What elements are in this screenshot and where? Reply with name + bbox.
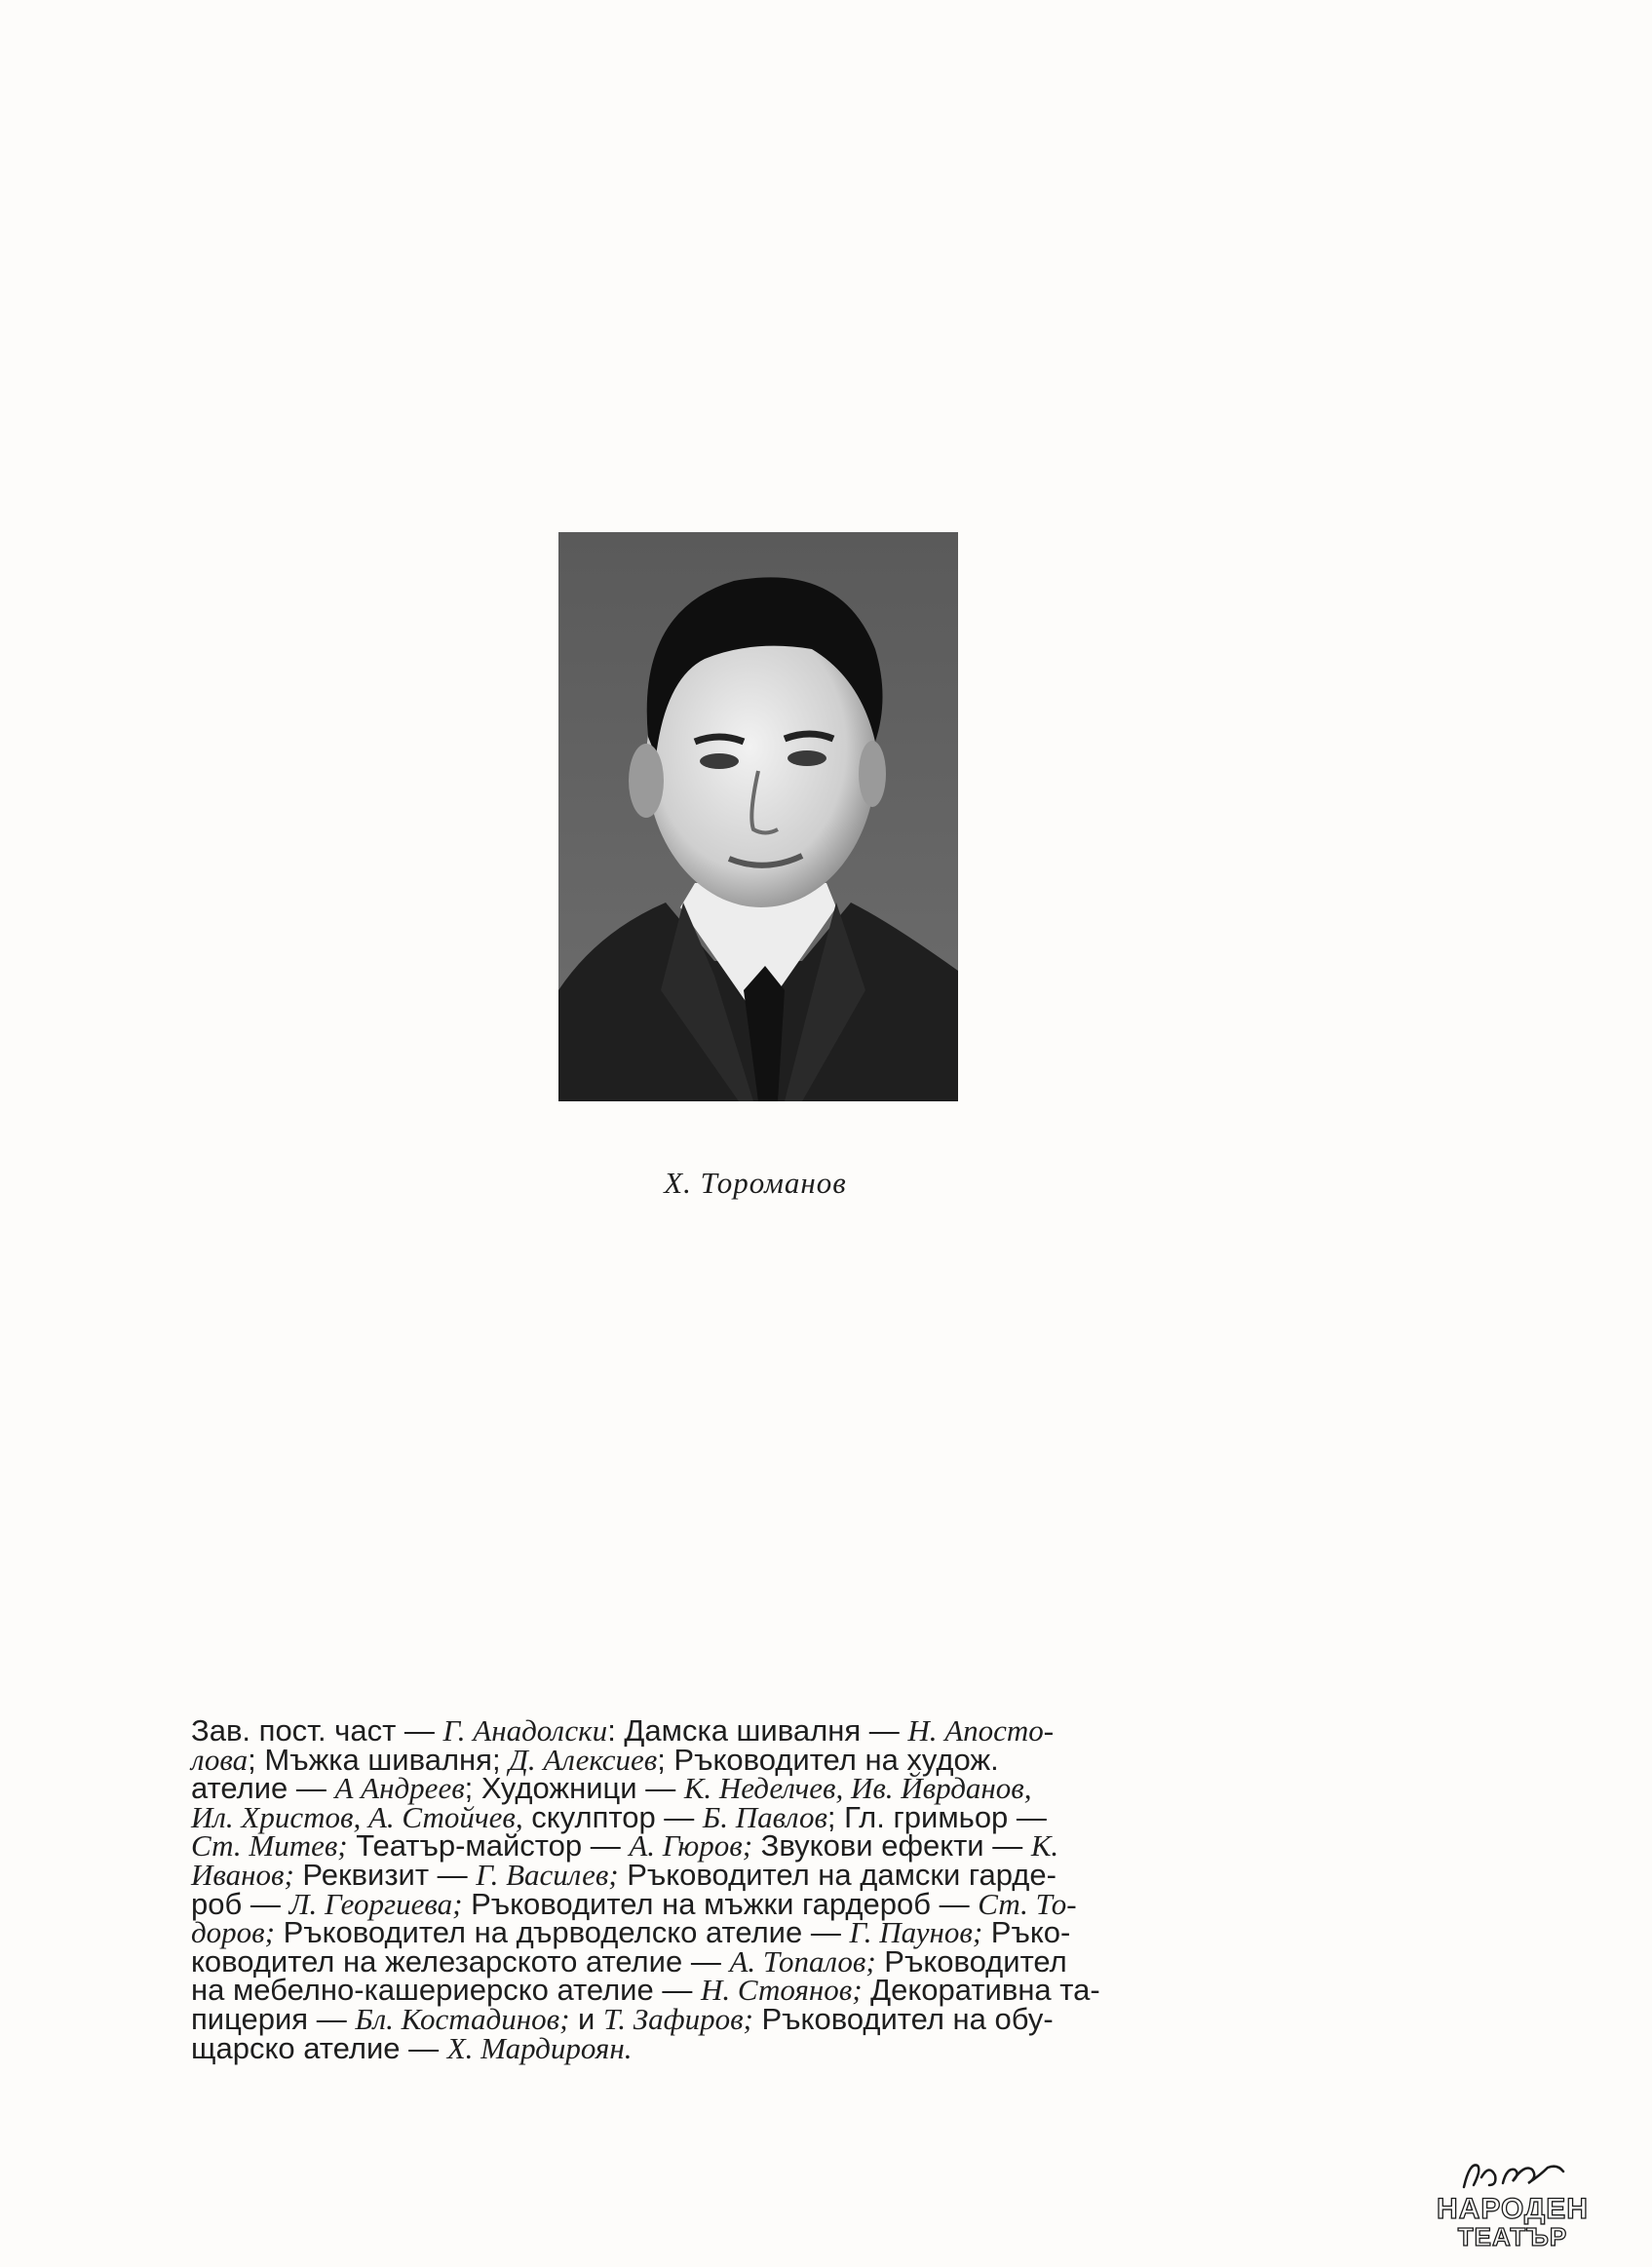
- credit-role: роб —: [191, 1886, 289, 1921]
- credit-line: [191, 1713, 1357, 1748]
- credit-name: А. Гюров;: [629, 1828, 753, 1864]
- staff-credits: [191, 1713, 1357, 2065]
- credit-line: [191, 2001, 1357, 2036]
- credit-role: на мебелно-кашериерско ателие —: [191, 1973, 701, 2008]
- credit-line: [191, 1943, 1357, 1979]
- portrait-illustration: [558, 532, 958, 1101]
- credit-name: лова: [191, 1742, 249, 1777]
- credit-role: Зав. пост. част —: [191, 1713, 443, 1748]
- theatre-logo: [1435, 2156, 1591, 2253]
- credit-name: Ст. То-: [978, 1886, 1077, 1921]
- credit-role: пицерия —: [191, 2001, 356, 2036]
- credit-role: щарско ателие —: [191, 2030, 447, 2065]
- credit-role: Реквизит —: [293, 1857, 477, 1892]
- credit-line: [191, 1799, 1357, 1834]
- credit-name: Иванов;: [191, 1857, 294, 1892]
- credit-role: Ръководител на дамски гарде-: [618, 1857, 1057, 1892]
- credit-line: [191, 1886, 1357, 1921]
- credit-line: [191, 1915, 1357, 1950]
- credit-name: К. Неделчев, Ив. Йврданов,: [683, 1771, 1032, 1806]
- signature-icon: [1456, 2156, 1573, 2195]
- credit-name: Ст. Митев;: [191, 1828, 348, 1864]
- credit-name: Д. Алексиев: [509, 1742, 658, 1777]
- credit-role: Ръко-: [982, 1915, 1071, 1950]
- logo-line-2: ТЕАТЪР: [1457, 2222, 1568, 2251]
- credit-name: Бл. Костадинов;: [355, 2001, 570, 2036]
- credit-role: Звукови ефекти —: [752, 1828, 1031, 1864]
- credit-name: Л. Георгиева;: [288, 1886, 463, 1921]
- credit-name: Г. Анадолски: [442, 1713, 608, 1748]
- credit-role: ; Ръководител на худож.: [657, 1742, 999, 1777]
- credit-name: Х. Мардироян.: [446, 2030, 633, 2065]
- credit-role: ; Мъжка шивалня;: [248, 1742, 510, 1777]
- credit-name: Н. Стоянов;: [700, 1973, 863, 2008]
- credit-role: Ръководител на дърводелско ателие —: [274, 1915, 850, 1950]
- credit-role: ; Художници —: [464, 1771, 684, 1806]
- credit-line: [191, 1742, 1357, 1777]
- credit-line: [191, 1828, 1357, 1864]
- credit-role: Театър-майстор —: [347, 1828, 630, 1864]
- credit-name: Г. Паунов;: [849, 1915, 983, 1950]
- credit-role: ; Гл. гримьор —: [826, 1799, 1047, 1834]
- credit-role: ководител на железарското ателие —: [191, 1943, 730, 1979]
- credit-name: доров;: [191, 1915, 275, 1950]
- credit-name: Н. Апосто-: [907, 1713, 1055, 1748]
- credit-line: [191, 1771, 1357, 1806]
- credit-role: Ръководител на мъжки гардероб —: [462, 1886, 979, 1921]
- credit-role: : Дамска шивалня —: [607, 1713, 908, 1748]
- credit-name: А Андреев: [334, 1771, 465, 1806]
- credit-name: Ил. Христов, А. Стойчев,: [191, 1799, 523, 1834]
- credit-name: Б. Павлов: [702, 1799, 827, 1834]
- credit-line: [191, 1973, 1357, 2008]
- credit-line: [191, 1857, 1357, 1892]
- credit-name: А. Топалов;: [729, 1943, 876, 1979]
- photo-caption: Х. Тороманов: [664, 1166, 847, 1200]
- portrait-photo: [558, 532, 958, 1101]
- credit-role: скулптор —: [522, 1799, 703, 1834]
- credit-role: Ръководител на обу-: [752, 2001, 1054, 2036]
- credit-name: Г. Василев;: [476, 1857, 619, 1892]
- credit-role: и: [569, 2001, 603, 2036]
- credit-name: К.: [1030, 1828, 1059, 1864]
- credit-line: [191, 2030, 1357, 2065]
- credit-role: ателие —: [191, 1771, 335, 1806]
- credit-name: Т. Зафиров;: [602, 2001, 753, 2036]
- credit-role: Декоративна та-: [862, 1973, 1100, 2008]
- logo-line-1: НАРОДЕН: [1437, 2193, 1589, 2225]
- credit-role: Ръководител: [875, 1943, 1067, 1979]
